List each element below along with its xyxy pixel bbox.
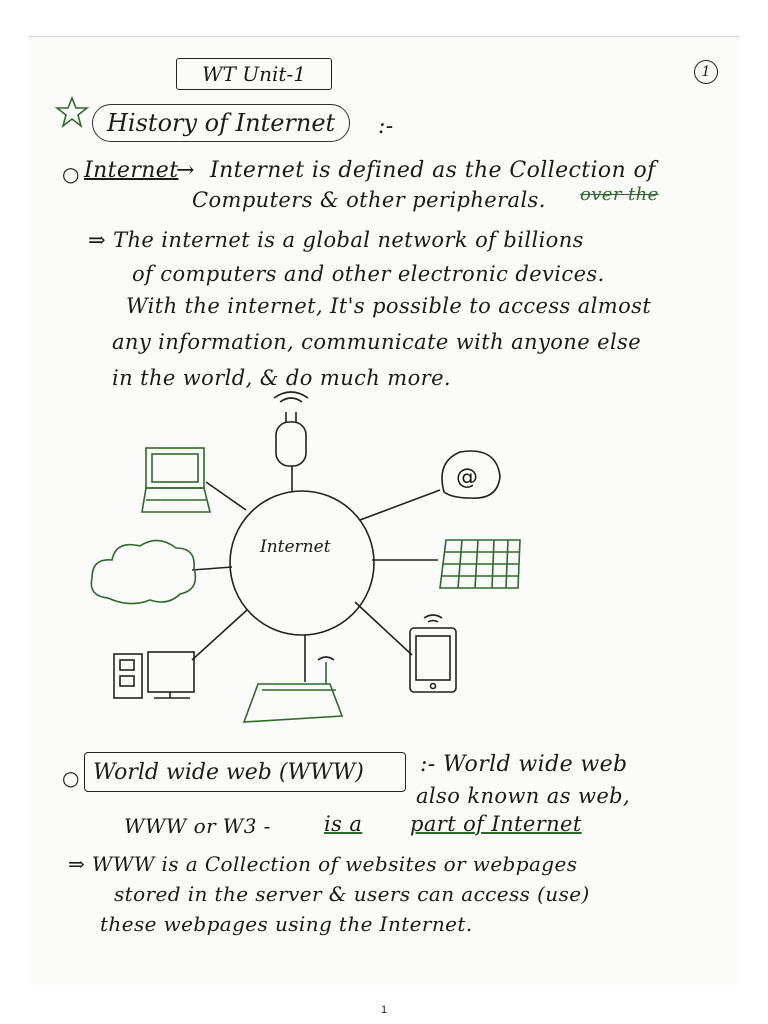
center-label: Internet <box>260 537 331 557</box>
para-line-2: of computers and other electronic devices. <box>132 262 605 286</box>
router-icon <box>274 392 308 466</box>
www-para-line-2: stored in the server & users can access (use) <box>114 882 590 906</box>
page-circle-number: 1 <box>701 64 711 80</box>
bullet-circle-2: ○ <box>62 766 80 790</box>
desktop-computer-icon <box>114 652 194 698</box>
internet-hub-circle <box>230 491 374 635</box>
solar-panel-icon <box>440 540 520 588</box>
para-line-3: With the internet, It's possible to access almost <box>126 294 652 318</box>
definition-line-2: Computers & other peripherals. <box>192 188 546 212</box>
www-para-line-1: ⇒ WWW is a Collection of websites or webpages <box>68 852 578 876</box>
www-def-line-3b: is a <box>324 812 363 836</box>
term-internet: Internet <box>84 158 179 183</box>
struck-text: over the <box>580 184 659 205</box>
at-symbol: @ <box>456 465 478 490</box>
bullet-circle: ○ <box>62 162 80 186</box>
www-def-line-3c: part of Internet <box>410 812 582 836</box>
footer-page-number: 1 <box>380 1004 388 1016</box>
history-heading-text: History of Internet <box>107 109 336 137</box>
www-para-line-3: these webpages using the Internet. <box>100 912 473 936</box>
laptop-icon <box>142 448 210 512</box>
cloud-icon <box>91 540 195 603</box>
para-line-4: any information, communicate with anyone else <box>112 330 642 354</box>
para-line-5: in the world, & do much more. <box>112 366 451 390</box>
www-def-line-2: also known as web, <box>416 784 631 808</box>
history-heading-suffix: :- <box>378 114 394 139</box>
www-def-suffix: :- World wide web <box>420 752 628 777</box>
tablet-icon <box>410 615 456 692</box>
unit-title: WT Unit-1 <box>202 62 306 86</box>
definition-arrow: → <box>176 158 195 183</box>
modem-icon <box>244 657 342 722</box>
para-line-1: ⇒ The internet is a global network of billions <box>88 228 584 252</box>
definition-line-1: Internet is defined as the Collection of <box>210 158 656 183</box>
www-def-line-3a: WWW or W3 - <box>124 814 271 838</box>
www-term: World wide web (WWW) <box>93 759 364 785</box>
www-term-box <box>84 752 406 792</box>
